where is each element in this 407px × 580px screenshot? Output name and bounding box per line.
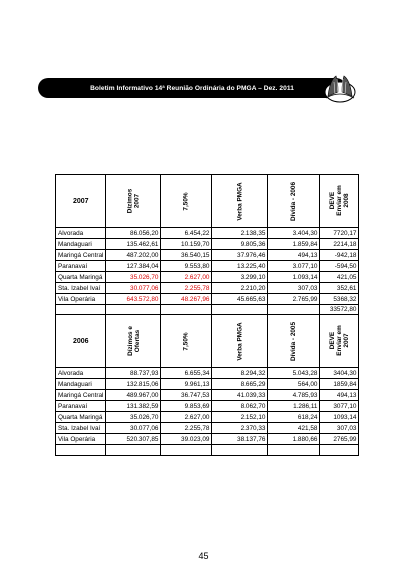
- column-header: [212, 175, 268, 228]
- table-cell: 8.665,29: [212, 379, 268, 390]
- table-cell: 9.553,80: [161, 261, 212, 272]
- column-header: [320, 315, 359, 368]
- total-row: [56, 305, 359, 315]
- empty-cell: [212, 305, 268, 315]
- year-label: 2007: [56, 175, 106, 228]
- table-cell: 127.384,04: [106, 261, 161, 272]
- table-row: [56, 261, 359, 272]
- column-header: [161, 315, 212, 368]
- table-cell: 494,13: [320, 390, 359, 401]
- table-cell: 30.077,06: [106, 283, 161, 294]
- column-header-text: Dívida - 2006: [290, 181, 298, 221]
- table-row: [56, 239, 359, 250]
- table-row: [56, 401, 359, 412]
- table-cell: 36.747,53: [161, 390, 212, 401]
- column-header-text: DEVE Enviar em 2007: [328, 325, 350, 356]
- church-name: Alvorada: [56, 368, 106, 379]
- table-cell: 421,05: [320, 272, 359, 283]
- empty-cell: [268, 305, 320, 315]
- table-row: [56, 250, 359, 261]
- financial-table: [55, 174, 359, 456]
- church-name: Sta. Izabel Ivaí: [56, 283, 106, 294]
- table-cell: 2.210,20: [212, 283, 268, 294]
- table-cell: 88.737,93: [106, 368, 161, 379]
- column-header: [161, 175, 212, 228]
- table-cell: 8.062,70: [212, 401, 268, 412]
- empty-cell: [106, 445, 161, 456]
- table-cell: 307,03: [320, 423, 359, 434]
- table-cell: 9.853,69: [161, 401, 212, 412]
- table-cell: 2.138,35: [212, 228, 268, 239]
- empty-cell: [56, 305, 106, 315]
- church-name: Alvorada: [56, 228, 106, 239]
- church-name: Vila Operária: [56, 434, 106, 445]
- church-name: Maringá Central: [56, 390, 106, 401]
- table-cell: 135.462,61: [106, 239, 161, 250]
- table-cell: 618,24: [268, 412, 320, 423]
- church-name: Mandaguari: [56, 239, 106, 250]
- table-cell: 10.159,70: [161, 239, 212, 250]
- table-cell: 38.137,76: [212, 434, 268, 445]
- empty-cell: [212, 445, 268, 456]
- table-cell: 30.077,06: [106, 423, 161, 434]
- table-cell: 9.961,13: [161, 379, 212, 390]
- table-cell: 307,03: [268, 283, 320, 294]
- table-row: [56, 368, 359, 379]
- table-cell: 35.026,70: [106, 412, 161, 423]
- table-cell: 3.077,10: [268, 261, 320, 272]
- bulletin-title-banner: [38, 78, 346, 98]
- page-number: 45: [198, 551, 209, 561]
- table-cell: 494,13: [268, 250, 320, 261]
- empty-cell: [161, 445, 212, 456]
- table-cell: 36.540,15: [161, 250, 212, 261]
- column-header: [106, 175, 161, 228]
- column-header-text: Dízimos e Ofertas: [126, 325, 141, 356]
- table-cell: 352,61: [320, 283, 359, 294]
- table-cell: 6.655,34: [161, 368, 212, 379]
- column-header-text: DEVE Enviar em 2008: [328, 185, 350, 216]
- church-name: Paranavaí: [56, 401, 106, 412]
- empty-cell: [56, 445, 106, 456]
- table-row: [56, 294, 359, 305]
- empty-cell: [161, 305, 212, 315]
- table-cell: 3077,10: [320, 401, 359, 412]
- column-header: [106, 315, 161, 368]
- financial-table-body: [56, 175, 359, 456]
- empty-cell: [106, 305, 161, 315]
- table-cell: 37.976,46: [212, 250, 268, 261]
- table-cell: 2.370,33: [212, 423, 268, 434]
- column-header-text: 7,50%: [182, 331, 190, 351]
- column-header: [212, 315, 268, 368]
- church-name: Mandaguari: [56, 379, 106, 390]
- column-header-text: Verba PMGA: [236, 181, 244, 221]
- table-cell: 2214,18: [320, 239, 359, 250]
- column-header: [320, 175, 359, 228]
- church-name: Paranavaí: [56, 261, 106, 272]
- table-cell: 86.056,20: [106, 228, 161, 239]
- table-cell: 131.382,59: [106, 401, 161, 412]
- table-cell: 35.026,70: [106, 272, 161, 283]
- column-header-text: Dízimos 2007: [126, 188, 141, 213]
- table-row: [56, 283, 359, 294]
- table-cell: 1.286,11: [268, 401, 320, 412]
- column-header-text: Verba PMGA: [236, 321, 244, 361]
- blank-row: [56, 445, 359, 456]
- table-row: [56, 228, 359, 239]
- table-cell: 39.023,09: [161, 434, 212, 445]
- table-cell: 520.307,85: [106, 434, 161, 445]
- church-name: Vila Operária: [56, 294, 106, 305]
- table-cell: 1.093,14: [268, 272, 320, 283]
- bulletin-title: Boletim Informativo 14ª Reunião Ordinária do PMGA – Dez. 2011: [90, 84, 294, 92]
- table-cell: 564,00: [268, 379, 320, 390]
- table-cell: 2.627,00: [161, 412, 212, 423]
- table-cell: 132.815,06: [106, 379, 161, 390]
- table-cell: 643.572,80: [106, 294, 161, 305]
- table-cell: 2.627,00: [161, 272, 212, 283]
- empty-cell: [320, 445, 359, 456]
- table-cell: 1.880,66: [268, 434, 320, 445]
- table-cell: 3.299,10: [212, 272, 268, 283]
- table-cell: 7720,17: [320, 228, 359, 239]
- table-row: [56, 390, 359, 401]
- header-row: [56, 175, 359, 228]
- table-cell: -594,50: [320, 261, 359, 272]
- table-cell: 5.043,28: [268, 368, 320, 379]
- table-cell: 3404,30: [320, 368, 359, 379]
- empty-cell: [268, 445, 320, 456]
- table-cell: 487.202,00: [106, 250, 161, 261]
- praying-hands-logo-icon: [322, 68, 358, 104]
- year-label: 2006: [56, 315, 106, 368]
- column-header: [268, 315, 320, 368]
- table-cell: 2.765,99: [268, 294, 320, 305]
- column-header-text: Dívida - 2005: [290, 321, 298, 361]
- table-row: [56, 379, 359, 390]
- header-row: [56, 315, 359, 368]
- table-row: [56, 434, 359, 445]
- table-cell: 4.785,93: [268, 390, 320, 401]
- table-cell: 8.294,32: [212, 368, 268, 379]
- table-cell: 2.152,10: [212, 412, 268, 423]
- table-cell: 2.255,78: [161, 423, 212, 434]
- table-cell: 421,58: [268, 423, 320, 434]
- table-cell: 1.859,84: [268, 239, 320, 250]
- table-row: [56, 272, 359, 283]
- table-cell: 2765,99: [320, 434, 359, 445]
- table-cell: 48.267,96: [161, 294, 212, 305]
- table-cell: 9.805,36: [212, 239, 268, 250]
- table-cell: 3.404,30: [268, 228, 320, 239]
- table-cell: 45.665,63: [212, 294, 268, 305]
- column-header: [268, 175, 320, 228]
- table-cell: 41.039,33: [212, 390, 268, 401]
- table-cell: 1859,84: [320, 379, 359, 390]
- table-cell: 489.967,00: [106, 390, 161, 401]
- table-cell: 1093,14: [320, 412, 359, 423]
- church-name: Quarta Maringá: [56, 412, 106, 423]
- table-cell: -942,18: [320, 250, 359, 261]
- total-value: 33572,80: [320, 305, 359, 315]
- column-header-text: 7,50%: [182, 191, 190, 211]
- table-cell: 13.225,40: [212, 261, 268, 272]
- church-name: Maringá Central: [56, 250, 106, 261]
- table-cell: 2.255,78: [161, 283, 212, 294]
- church-name: Quarta Maringá: [56, 272, 106, 283]
- table-row: [56, 423, 359, 434]
- church-name: Sta. Izabel Ivaí: [56, 423, 106, 434]
- table-cell: 6.454,22: [161, 228, 212, 239]
- table-cell: 5368,32: [320, 294, 359, 305]
- table-row: [56, 412, 359, 423]
